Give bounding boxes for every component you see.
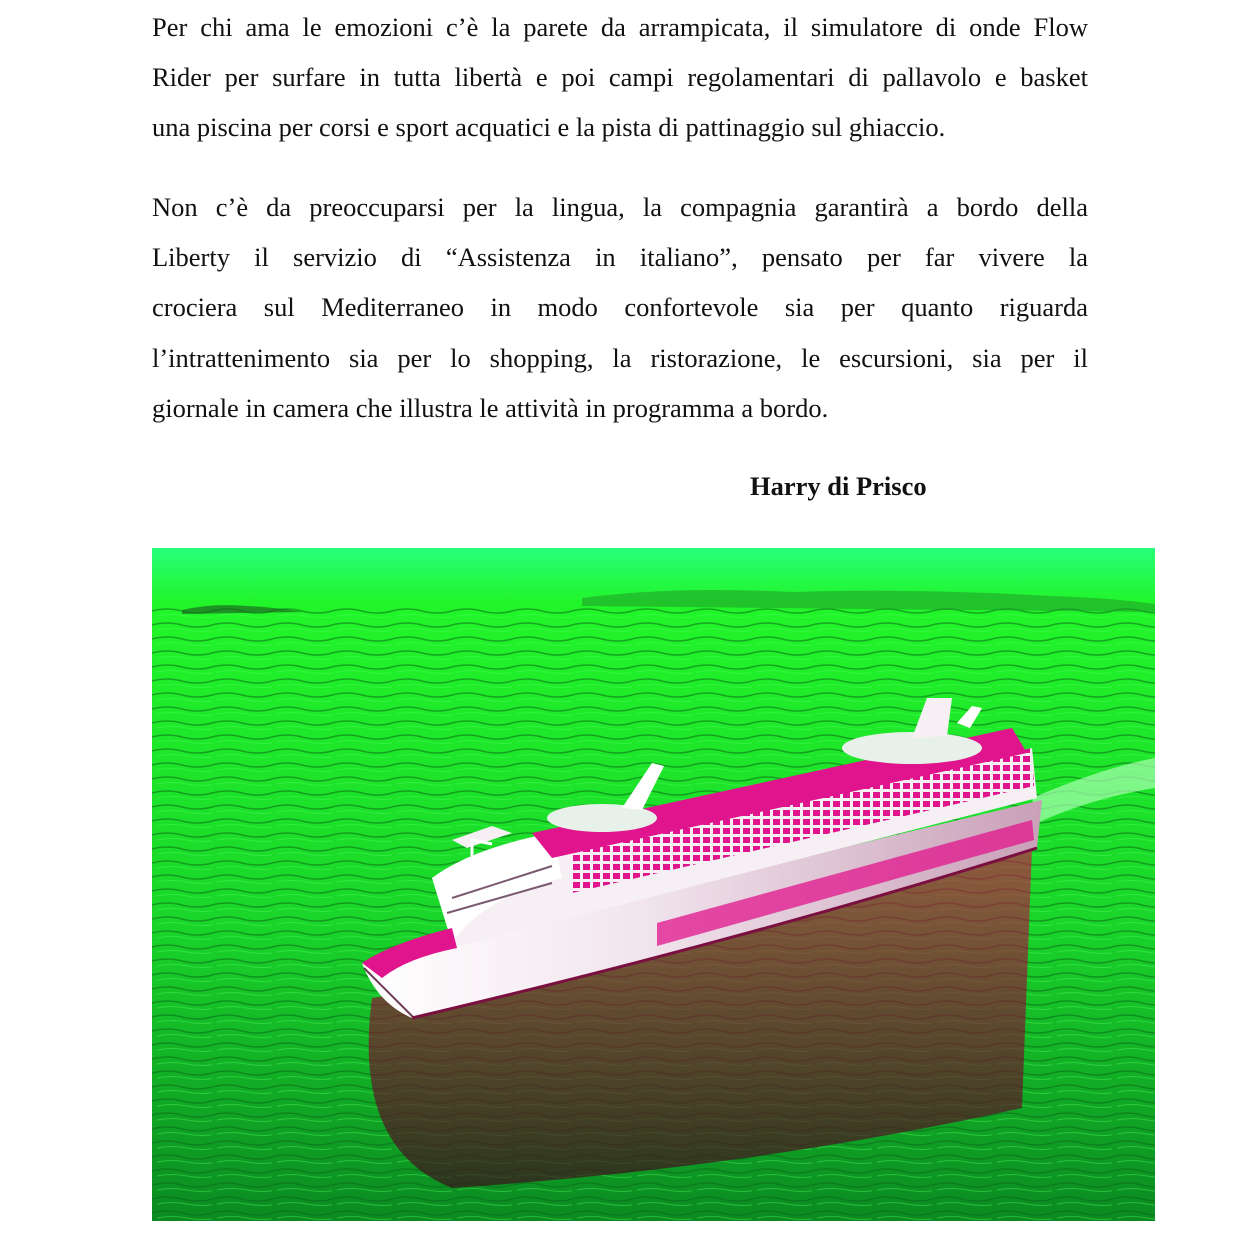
- paragraph-activities: [152, 2, 1088, 153]
- cruise-ship-illustration: [152, 548, 1155, 1221]
- paragraph-line: giornale in camera che illustra le attività in programma a bordo.: [152, 392, 829, 423]
- author-signature: Harry di Prisco: [750, 471, 927, 501]
- paragraph-line: Non c’è da preoccuparsi per la lingua, la compagnia garantirà a bordo della: [152, 192, 1088, 222]
- paragraph-line: crociera sul Mediterraneo in modo confortevole sia per quanto riguarda: [152, 292, 1088, 323]
- paragraph-line: Per chi ama le emozioni c’è la parete da arrampicata, il simulatore di onde Flow: [152, 12, 1088, 42]
- paragraph-line: l’intrattenimento sia per lo shopping, la ristorazione, le escursioni, sia per il: [152, 342, 1088, 373]
- paragraph-line: Liberty il servizio di “Assistenza in italiano”, pensato per far vivere la: [152, 242, 1088, 273]
- paragraph-line: Rider per surfare in tutta libertà e poi campi regolamentari di pallavolo e basket: [152, 62, 1088, 93]
- cruise-ship-photo: [152, 548, 1155, 1221]
- paragraph-assistance: [152, 182, 1088, 433]
- paragraph-line: una piscina per corsi e sport acquatici e la pista di pattinaggio sul ghiaccio.: [152, 112, 946, 143]
